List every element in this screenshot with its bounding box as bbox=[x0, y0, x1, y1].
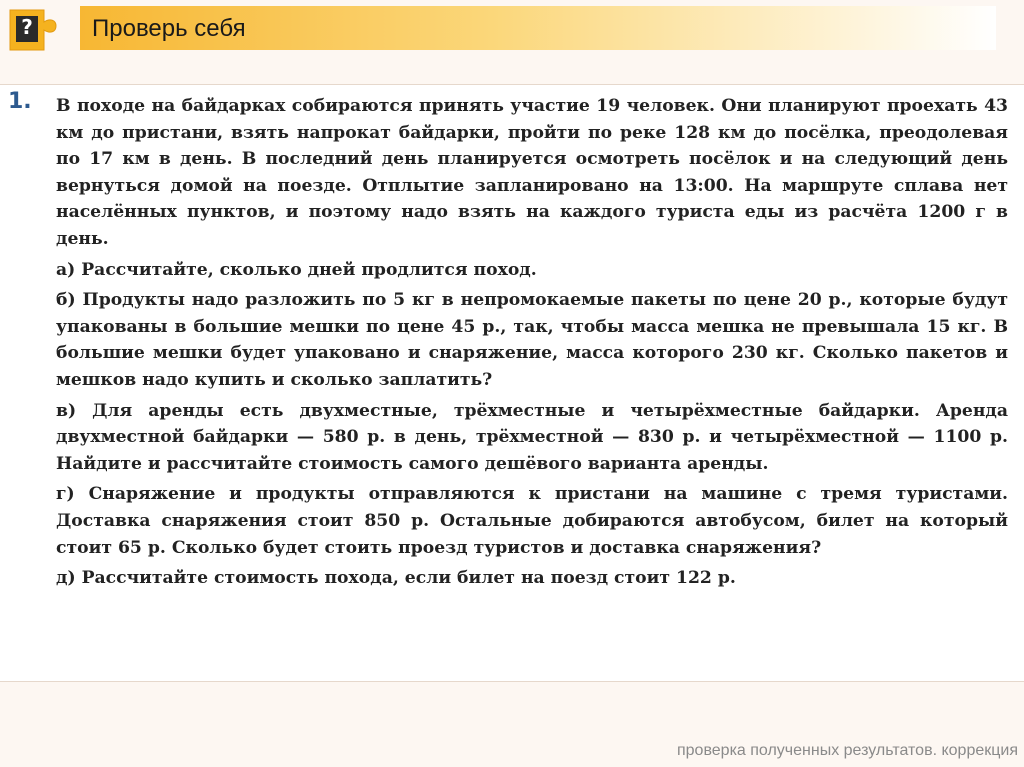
problem-intro: В походе на байдарках собираются принять участие 19 человек. Они планируют проехать 43 км до пристани, взять напрокат байдарки, пройти по реке 128 км до посёлка, преодолевая по 17 км в день. В последний день планируется осмотреть посёлок и на следующий день вернуться домой на поезде. Отплытие запланировано на 13:00. На маршруте сплава нет населённых пунктов, и поэтому надо взять на каждого туриста еды из расчёта 1200 г в день. bbox=[56, 96, 1008, 249]
problem-item-d: д) Рассчитайте стоимость похода, если билет на поезд стоит 122 р. bbox=[56, 568, 736, 589]
header-bar bbox=[0, 0, 1024, 84]
problem-panel bbox=[0, 84, 1024, 682]
title-banner bbox=[80, 6, 996, 50]
problem-number: 1. bbox=[8, 89, 32, 114]
problem-item-a: а) Рассчитайте, сколько дней продлится поход. bbox=[56, 259, 537, 280]
puzzle-question-mark: ? bbox=[21, 15, 33, 39]
problem-text bbox=[56, 93, 1008, 592]
page-title: Проверь себя bbox=[92, 15, 246, 42]
problem-item-g: г) Снаряжение и продукты отправляются к пристани на машине с тремя туристами. Доставка снаряжения стоит 850 р. Остальные добираются автобусом, билет на который стоит 65 р. Сколько будет стоить проезд туристов и доставка снаряжения? bbox=[56, 484, 1008, 558]
puzzle-question-icon bbox=[6, 6, 64, 54]
problem-item-b: б) Продукты надо разложить по 5 кг в непромокаемые пакеты по цене 20 р., которые будут упакованы в большие мешки по цене 45 р., так, чтобы масса мешка не превышала 15 кг. В большие мешки будет упаковано и снаряжение, масса которого 230 кг. Сколько пакетов и мешков надо купить и сколько заплатить? bbox=[56, 290, 1008, 390]
problem-item-v: в) Для аренды есть двухместные, трёхместные и четырёхместные байдарки. Аренда двухместной байдарки — 580 р. в день, трёхместной — 830 р. и четырёхместной — 1100 р. Найдите и рассчитайте стоимость самого дешёвого варианта аренды. bbox=[56, 400, 1008, 474]
footer-caption: проверка полученных результатов. коррекция bbox=[676, 742, 1018, 759]
